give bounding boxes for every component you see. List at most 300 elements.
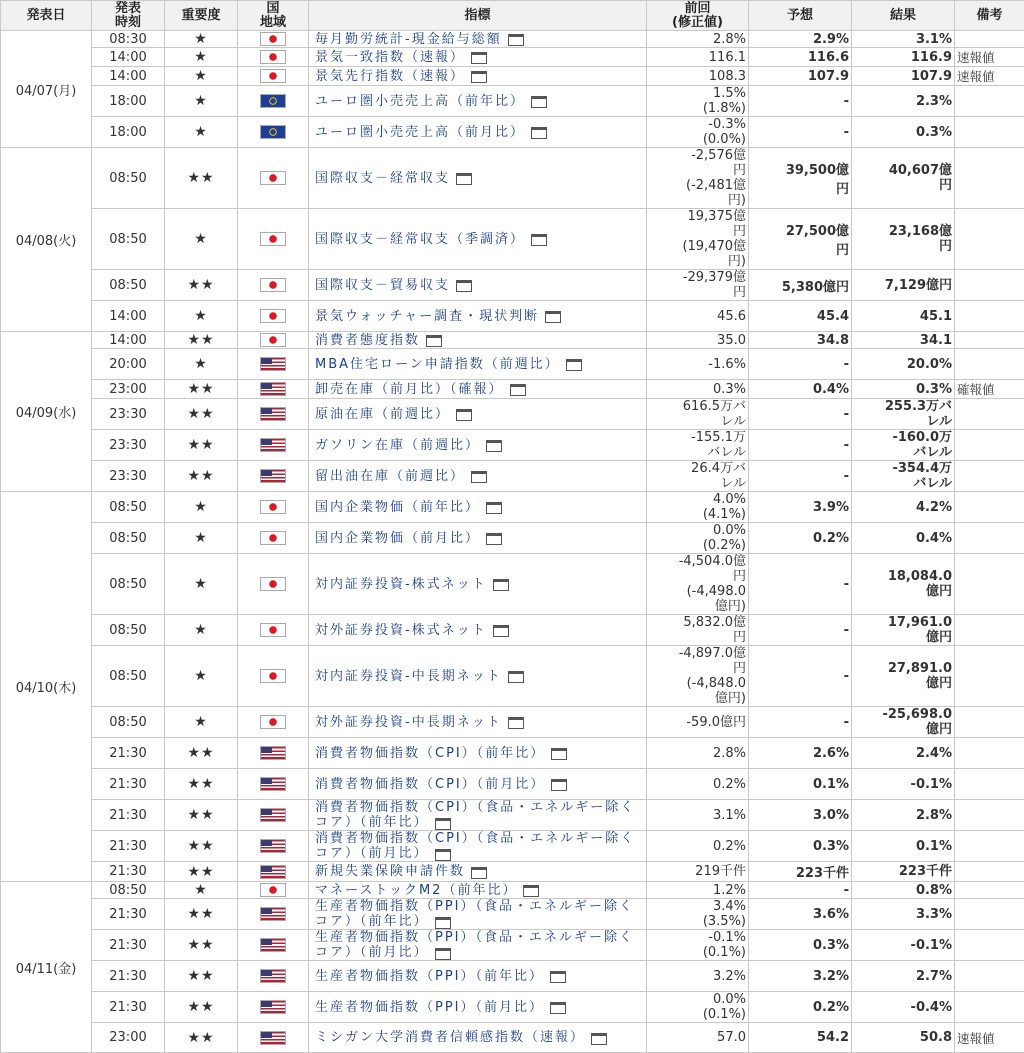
- previous-value: 116.1: [647, 48, 749, 67]
- indicator-link[interactable]: 国内企業物価（前年比）: [315, 500, 480, 515]
- flag-japan-icon: [260, 50, 286, 64]
- indicator-link[interactable]: 対内証券投資-中長期ネット: [315, 669, 502, 684]
- result-value: 18,084.0 億円: [852, 554, 955, 615]
- note-cell: [955, 800, 1024, 831]
- forecast-value: 0.2%: [749, 523, 852, 554]
- header-indicator: 指標: [309, 1, 647, 31]
- table-row: [1, 86, 1024, 117]
- release-time: 21:30: [92, 800, 165, 831]
- table-row: [1, 523, 1024, 554]
- indicator-link[interactable]: 生産者物価指数（PPI）（前月比）: [315, 1000, 544, 1015]
- window-icon[interactable]: [550, 971, 566, 983]
- country-cell: [238, 800, 309, 831]
- result-value: 2.4%: [852, 738, 955, 769]
- importance-stars: ★★: [165, 332, 238, 349]
- result-value: -0.4%: [852, 992, 955, 1023]
- window-icon[interactable]: [435, 818, 451, 830]
- table-row: [1, 270, 1024, 301]
- country-cell: [238, 380, 309, 399]
- indicator-cell: [309, 48, 647, 67]
- release-date: 04/07(月): [1, 31, 92, 148]
- note-cell: [955, 882, 1024, 899]
- flag-eu-icon: [260, 94, 286, 108]
- note-cell: 速報値: [955, 48, 1024, 67]
- previous-value: 0.3%: [647, 380, 749, 399]
- importance-stars: ★: [165, 523, 238, 554]
- flag-usa-icon: [260, 438, 286, 452]
- indicator-link[interactable]: 景気一致指数（速報）: [315, 50, 465, 65]
- indicator-link[interactable]: 留出油在庫（前週比）: [315, 469, 465, 484]
- header-result: 結果: [852, 1, 955, 31]
- flag-japan-icon: [260, 623, 286, 637]
- importance-stars: ★: [165, 554, 238, 615]
- window-icon[interactable]: [550, 1002, 566, 1014]
- flag-usa-icon: [260, 407, 286, 421]
- window-icon[interactable]: [545, 311, 561, 323]
- result-value: 116.9: [852, 48, 955, 67]
- header-importance: 重要度: [165, 1, 238, 31]
- result-value: 0.1%: [852, 831, 955, 862]
- indicator-link[interactable]: 卸売在庫（前月比）（確報）: [315, 382, 504, 397]
- forecast-value: 3.6%: [749, 899, 852, 930]
- note-cell: [955, 961, 1024, 992]
- indicator-cell: [309, 862, 647, 882]
- indicator-link[interactable]: 対内証券投資-株式ネット: [315, 577, 487, 592]
- table-row: [1, 492, 1024, 523]
- country-cell: [238, 332, 309, 349]
- country-cell: [238, 769, 309, 800]
- previous-value: 1.2%: [647, 882, 749, 899]
- window-icon[interactable]: [531, 96, 547, 108]
- indicator-link[interactable]: MBA住宅ローン申請指数（前週比）: [315, 357, 560, 372]
- indicator-cell: [309, 492, 647, 523]
- window-icon[interactable]: [471, 867, 487, 879]
- indicator-link[interactable]: 生産者物価指数（PPI）（食品・エネルギー除くコア）（前年比）: [315, 899, 634, 929]
- release-time: 23:00: [92, 1023, 165, 1053]
- previous-value: -29,379億 円: [647, 270, 749, 301]
- result-value: 7,129億円: [852, 270, 955, 301]
- previous-value: 4.0% (4.1%): [647, 492, 749, 523]
- result-value: 107.9: [852, 67, 955, 86]
- flag-japan-icon: [260, 715, 286, 729]
- window-icon[interactable]: [510, 384, 526, 396]
- importance-stars: ★: [165, 48, 238, 67]
- forecast-value: 2.6%: [749, 738, 852, 769]
- release-time: 18:00: [92, 117, 165, 148]
- note-cell: [955, 707, 1024, 738]
- header-date: 発表日: [1, 1, 92, 31]
- indicator-cell: [309, 738, 647, 769]
- indicator-link[interactable]: 消費者物価指数（CPI）（前月比）: [315, 777, 545, 792]
- window-icon[interactable]: [435, 917, 451, 929]
- table-row: [1, 48, 1024, 67]
- window-icon[interactable]: [435, 948, 451, 960]
- importance-stars: ★: [165, 117, 238, 148]
- release-time: 08:30: [92, 31, 165, 48]
- importance-stars: ★: [165, 646, 238, 707]
- header-note: 備考: [955, 1, 1024, 31]
- result-value: 40,607億 円: [852, 148, 955, 209]
- table-row: [1, 882, 1024, 899]
- result-value: 3.1%: [852, 31, 955, 48]
- release-date: 04/10(木): [1, 492, 92, 882]
- indicator-link[interactable]: 生産者物価指数（PPI）（食品・エネルギー除くコア）（前月比）: [315, 930, 634, 960]
- result-value: 0.3%: [852, 117, 955, 148]
- previous-value: -1.6%: [647, 349, 749, 380]
- flag-usa-icon: [260, 839, 286, 853]
- result-value: 4.2%: [852, 492, 955, 523]
- indicator-cell: [309, 523, 647, 554]
- table-row: [1, 738, 1024, 769]
- window-icon[interactable]: [486, 533, 502, 545]
- importance-stars: ★★: [165, 148, 238, 209]
- window-icon[interactable]: [426, 335, 442, 347]
- previous-value: 19,375億 円 (19,470億 円): [647, 209, 749, 270]
- forecast-value: 0.3%: [749, 930, 852, 961]
- previous-value: 2.8%: [647, 738, 749, 769]
- release-time: 23:00: [92, 380, 165, 399]
- country-cell: [238, 831, 309, 862]
- release-time: 14:00: [92, 301, 165, 332]
- indicator-link[interactable]: 国際収支－経常収支: [315, 171, 450, 186]
- indicator-link[interactable]: 消費者物価指数（CPI）（食品・エネルギー除くコア）（前年比）: [315, 800, 635, 830]
- flag-japan-icon: [260, 669, 286, 683]
- window-icon[interactable]: [551, 748, 567, 760]
- release-time: 08:50: [92, 523, 165, 554]
- importance-stars: ★★: [165, 800, 238, 831]
- country-cell: [238, 554, 309, 615]
- result-value: 2.7%: [852, 961, 955, 992]
- table-row: [1, 930, 1024, 961]
- window-icon[interactable]: [523, 885, 539, 897]
- indicator-link[interactable]: ユーロ圏小売売上高（前月比）: [315, 125, 525, 140]
- forecast-value: 2.9%: [749, 31, 852, 48]
- indicator-cell: [309, 31, 647, 48]
- note-cell: [955, 930, 1024, 961]
- forecast-value: -: [749, 430, 852, 461]
- release-time: 08:50: [92, 148, 165, 209]
- result-value: 20.0%: [852, 349, 955, 380]
- indicator-link[interactable]: ガソリン在庫（前週比）: [315, 438, 480, 453]
- window-icon[interactable]: [486, 502, 502, 514]
- indicator-cell: [309, 67, 647, 86]
- forecast-value: -: [749, 349, 852, 380]
- previous-value: 0.0% (0.1%): [647, 992, 749, 1023]
- indicator-link[interactable]: 消費者態度指数: [315, 333, 420, 348]
- table-row: [1, 615, 1024, 646]
- table-row: [1, 332, 1024, 349]
- indicator-link[interactable]: ユーロ圏小売売上高（前年比）: [315, 94, 525, 109]
- country-cell: [238, 270, 309, 301]
- indicator-link[interactable]: 国内企業物価（前月比）: [315, 531, 480, 546]
- previous-value: -155.1万 バレル: [647, 430, 749, 461]
- indicator-link[interactable]: マネーストックM2（前年比）: [315, 883, 517, 898]
- indicator-link[interactable]: 毎月勤労統計-現金給与総額: [315, 32, 502, 47]
- window-icon[interactable]: [591, 1033, 607, 1045]
- note-cell: [955, 862, 1024, 882]
- importance-stars: ★: [165, 882, 238, 899]
- country-cell: [238, 738, 309, 769]
- forecast-value: 45.4: [749, 301, 852, 332]
- importance-stars: ★★: [165, 862, 238, 882]
- indicator-cell: [309, 301, 647, 332]
- indicator-link[interactable]: 新規失業保険申請件数: [315, 864, 465, 879]
- flag-eu-icon: [260, 125, 286, 139]
- indicator-link[interactable]: 国際収支－貿易収支: [315, 278, 450, 293]
- window-icon[interactable]: [435, 849, 451, 861]
- window-icon[interactable]: [566, 359, 582, 371]
- release-date: 04/08(火): [1, 148, 92, 332]
- previous-value: 26.4万バ レル: [647, 461, 749, 492]
- release-time: 21:30: [92, 899, 165, 930]
- release-time: 20:00: [92, 349, 165, 380]
- release-time: 08:50: [92, 209, 165, 270]
- flag-japan-icon: [260, 333, 286, 347]
- note-cell: [955, 399, 1024, 430]
- note-cell: [955, 646, 1024, 707]
- previous-value: 108.3: [647, 67, 749, 86]
- table-row: [1, 646, 1024, 707]
- indicator-link[interactable]: 生産者物価指数（PPI）（前年比）: [315, 969, 544, 984]
- release-time: 23:30: [92, 399, 165, 430]
- country-cell: [238, 301, 309, 332]
- release-time: 21:30: [92, 930, 165, 961]
- window-icon[interactable]: [551, 779, 567, 791]
- previous-value: -4,897.0億 円 (-4,848.0 億円): [647, 646, 749, 707]
- indicator-cell: [309, 430, 647, 461]
- flag-japan-icon: [260, 500, 286, 514]
- flag-usa-icon: [260, 357, 286, 371]
- window-icon[interactable]: [456, 409, 472, 421]
- country-cell: [238, 48, 309, 67]
- header-forecast: 予想: [749, 1, 852, 31]
- importance-stars: ★: [165, 707, 238, 738]
- note-cell: [955, 270, 1024, 301]
- window-icon[interactable]: [456, 173, 472, 185]
- importance-stars: ★: [165, 615, 238, 646]
- forecast-value: 27,500億 円: [749, 209, 852, 270]
- indicator-link[interactable]: 景気ウォッチャー調査・現状判断: [315, 309, 539, 324]
- table-row: [1, 67, 1024, 86]
- country-cell: [238, 31, 309, 48]
- note-cell: [955, 332, 1024, 349]
- flag-japan-icon: [260, 309, 286, 323]
- flag-usa-icon: [260, 865, 286, 879]
- previous-value: 0.2%: [647, 769, 749, 800]
- country-cell: [238, 349, 309, 380]
- forecast-value: 54.2: [749, 1023, 852, 1053]
- window-icon[interactable]: [471, 471, 487, 483]
- note-cell: [955, 992, 1024, 1023]
- flag-japan-icon: [260, 232, 286, 246]
- forecast-value: 3.0%: [749, 800, 852, 831]
- forecast-value: -: [749, 882, 852, 899]
- forecast-value: -: [749, 399, 852, 430]
- importance-stars: ★★: [165, 270, 238, 301]
- flag-japan-icon: [260, 531, 286, 545]
- indicator-link[interactable]: 景気先行指数（速報）: [315, 69, 465, 84]
- release-time: 08:50: [92, 554, 165, 615]
- indicator-link[interactable]: 消費者物価指数（CPI）（食品・エネルギー除くコア）（前月比）: [315, 831, 635, 861]
- table-row: [1, 430, 1024, 461]
- window-icon[interactable]: [531, 127, 547, 139]
- table-row: [1, 1023, 1024, 1053]
- note-cell: [955, 461, 1024, 492]
- table-row: [1, 862, 1024, 882]
- previous-value: 35.0: [647, 332, 749, 349]
- forecast-value: -: [749, 554, 852, 615]
- table-row: [1, 380, 1024, 399]
- table-row: [1, 31, 1024, 48]
- importance-stars: ★★: [165, 380, 238, 399]
- release-time: 23:30: [92, 430, 165, 461]
- forecast-value: 3.2%: [749, 961, 852, 992]
- table-row: [1, 399, 1024, 430]
- country-cell: [238, 399, 309, 430]
- indicator-link[interactable]: 消費者物価指数（CPI）（前年比）: [315, 746, 545, 761]
- result-value: 2.3%: [852, 86, 955, 117]
- previous-value: 3.2%: [647, 961, 749, 992]
- window-icon[interactable]: [456, 280, 472, 292]
- window-icon[interactable]: [471, 71, 487, 83]
- importance-stars: ★★: [165, 399, 238, 430]
- indicator-link[interactable]: 対外証券投資-株式ネット: [315, 623, 487, 638]
- previous-value: 616.5万バ レル: [647, 399, 749, 430]
- release-time: 14:00: [92, 48, 165, 67]
- note-cell: [955, 349, 1024, 380]
- header-country: 国 地域: [238, 1, 309, 31]
- forecast-value: 116.6: [749, 48, 852, 67]
- release-time: 08:50: [92, 882, 165, 899]
- country-cell: [238, 1023, 309, 1053]
- table-row: [1, 800, 1024, 831]
- forecast-value: 0.1%: [749, 769, 852, 800]
- release-time: 14:00: [92, 67, 165, 86]
- result-value: 23,168億 円: [852, 209, 955, 270]
- flag-usa-icon: [260, 777, 286, 791]
- indicator-link[interactable]: 原油在庫（前週比）: [315, 407, 450, 422]
- forecast-value: 0.2%: [749, 992, 852, 1023]
- result-value: 2.8%: [852, 800, 955, 831]
- indicator-cell: [309, 554, 647, 615]
- result-value: 45.1: [852, 301, 955, 332]
- result-value: 0.3%: [852, 380, 955, 399]
- indicator-link[interactable]: 対外証券投資-中長期ネット: [315, 715, 502, 730]
- window-icon[interactable]: [508, 34, 524, 46]
- country-cell: [238, 961, 309, 992]
- previous-value: -0.3% (0.0%): [647, 117, 749, 148]
- country-cell: [238, 882, 309, 899]
- importance-stars: ★: [165, 209, 238, 270]
- window-icon[interactable]: [531, 234, 547, 246]
- result-value: 255.3万バ レル: [852, 399, 955, 430]
- release-time: 18:00: [92, 86, 165, 117]
- flag-japan-icon: [260, 32, 286, 46]
- window-icon[interactable]: [493, 579, 509, 591]
- note-cell: [955, 86, 1024, 117]
- indicator-link[interactable]: ミシガン大学消費者信頼感指数（速報）: [315, 1030, 585, 1045]
- note-cell: [955, 148, 1024, 209]
- note-cell: [955, 492, 1024, 523]
- importance-stars: ★★: [165, 992, 238, 1023]
- importance-stars: ★: [165, 31, 238, 48]
- flag-usa-icon: [260, 382, 286, 396]
- forecast-value: 3.9%: [749, 492, 852, 523]
- note-cell: [955, 738, 1024, 769]
- importance-stars: ★★: [165, 738, 238, 769]
- country-cell: [238, 461, 309, 492]
- flag-japan-icon: [260, 278, 286, 292]
- result-value: 0.8%: [852, 882, 955, 899]
- release-time: 21:30: [92, 831, 165, 862]
- previous-value: 3.1%: [647, 800, 749, 831]
- previous-value: 57.0: [647, 1023, 749, 1053]
- result-value: 3.3%: [852, 899, 955, 930]
- table-row: [1, 992, 1024, 1023]
- forecast-value: 0.4%: [749, 380, 852, 399]
- window-icon[interactable]: [471, 52, 487, 64]
- flag-usa-icon: [260, 907, 286, 921]
- table-row: [1, 349, 1024, 380]
- indicator-cell: [309, 646, 647, 707]
- importance-stars: ★★: [165, 1023, 238, 1053]
- indicator-link[interactable]: 国際収支－経常収支（季調済）: [315, 232, 525, 247]
- note-cell: 確報値: [955, 380, 1024, 399]
- release-time: 21:30: [92, 769, 165, 800]
- window-icon[interactable]: [493, 625, 509, 637]
- note-cell: [955, 523, 1024, 554]
- release-time: 21:30: [92, 738, 165, 769]
- result-value: -354.4万 バレル: [852, 461, 955, 492]
- result-value: -25,698.0 億円: [852, 707, 955, 738]
- table-row: [1, 831, 1024, 862]
- importance-stars: ★: [165, 67, 238, 86]
- header-time: 発表 時刻: [92, 1, 165, 31]
- country-cell: [238, 707, 309, 738]
- table-row: [1, 769, 1024, 800]
- release-time: 08:50: [92, 270, 165, 301]
- window-icon[interactable]: [486, 440, 502, 452]
- previous-value: 219千件: [647, 862, 749, 882]
- country-cell: [238, 67, 309, 86]
- indicator-cell: [309, 800, 647, 831]
- flag-japan-icon: [260, 577, 286, 591]
- table-row: [1, 554, 1024, 615]
- previous-value: 3.4% (3.5%): [647, 899, 749, 930]
- header-previous: 前回 (修正値): [647, 1, 749, 31]
- window-icon[interactable]: [508, 717, 524, 729]
- table-row: [1, 117, 1024, 148]
- previous-value: 5,832.0億 円: [647, 615, 749, 646]
- flag-usa-icon: [260, 969, 286, 983]
- previous-value: 0.2%: [647, 831, 749, 862]
- indicator-cell: [309, 209, 647, 270]
- note-cell: [955, 831, 1024, 862]
- country-cell: [238, 862, 309, 882]
- country-cell: [238, 430, 309, 461]
- forecast-value: -: [749, 461, 852, 492]
- result-value: -0.1%: [852, 769, 955, 800]
- window-icon[interactable]: [508, 671, 524, 683]
- flag-usa-icon: [260, 1000, 286, 1014]
- indicator-cell: [309, 961, 647, 992]
- indicator-cell: [309, 332, 647, 349]
- result-value: 50.8: [852, 1023, 955, 1053]
- release-date: 04/11(金): [1, 882, 92, 1053]
- release-time: 08:50: [92, 615, 165, 646]
- importance-stars: ★★: [165, 430, 238, 461]
- indicator-cell: [309, 117, 647, 148]
